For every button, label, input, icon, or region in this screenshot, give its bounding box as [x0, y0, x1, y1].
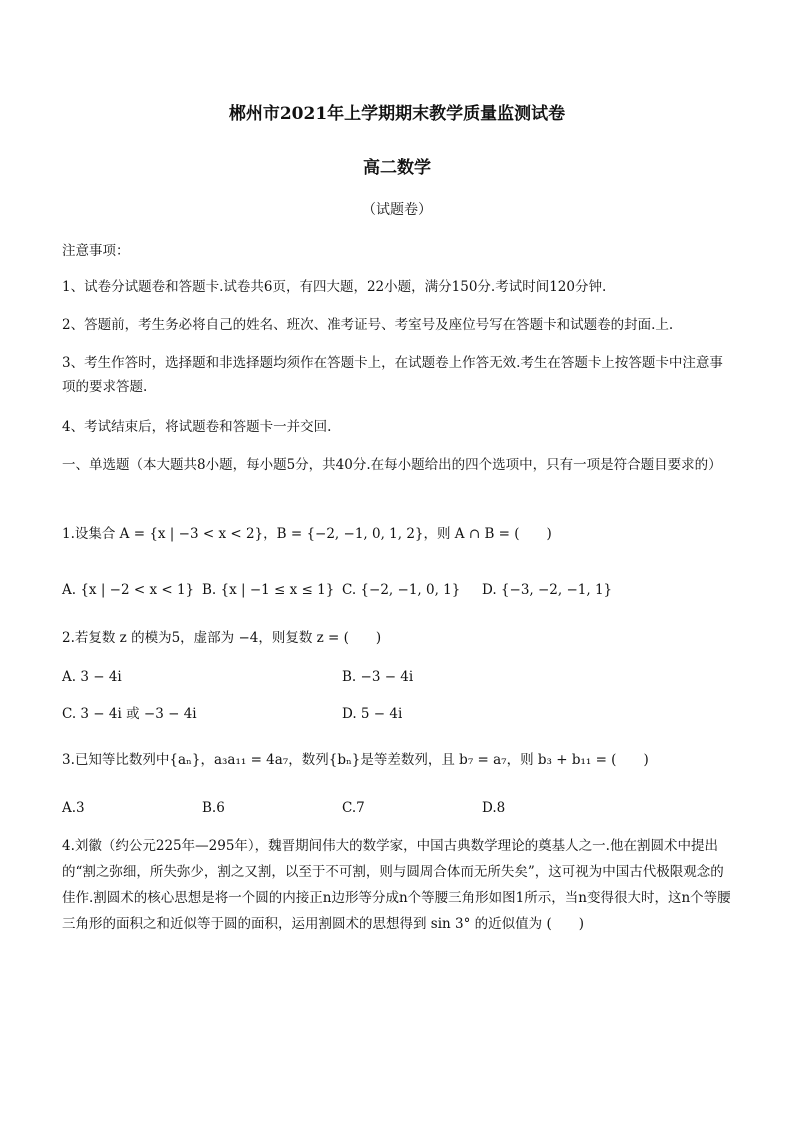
question-1-option-b: B. {x | −1 ≤ x ≤ 1}	[202, 582, 335, 598]
question-1-option-c: C. {−2, −1, 0, 1}	[342, 582, 461, 598]
question-3-option-b: B.6	[202, 800, 225, 816]
note-item-2: 2、答题前，考生务必将自己的姓名、班次、准考证号、考室号及座位号写在答题卡和试题卷的封面.上.	[62, 317, 674, 333]
question-3-stem: 3.已知等比数列中{aₙ}，a₃a₁₁ = 4a₇，数列{bₙ}是等差数列，且 b₇ = a₇，则 b₃ + b₁₁ = ( )	[62, 752, 649, 768]
question-2-option-a: A. 3 − 4i	[62, 669, 122, 685]
question-2-stem: 2.若复数 z 的模为5，虚部为 −4，则复数 z = ( )	[62, 630, 382, 646]
notes-heading: 注意事项：	[62, 243, 130, 259]
question-4-stem: 4.刘徽（约公元225年—295年），魏晋期间伟大的数学家，中国古典数学理论的奠基人之一.他在割圆术中提出的“割之弥细，所失弥少，割之又割，以至于不可割，则与圆周合体而无所失矣”，这可视为中国古代极限观念的佳作.割圆术的核心思想是将一个圆的内接正n边形等分成n个等腰三角形如图1所示，当n变得很大时，这n个等腰三角形的面积之和近似等于圆的面积，运用割圆术的思想得到 sin 3° 的近似值为 ( )	[62, 838, 731, 932]
section-heading: 一、单选题（本大题共8小题，每小题5分，共40分.在每小题给出的四个选项中，只有一项是符合题目要求的）	[62, 457, 722, 473]
question-2-option-b: B. −3 − 4i	[342, 669, 414, 685]
question-1-option-d: D. {−3, −2, −1, 1}	[482, 582, 613, 598]
note-item-1: 1、试卷分试题卷和答题卡.试卷共6页，有四大题，22小题，满分150分.考试时间120分钟.	[62, 279, 607, 295]
paper-type: （试题卷）	[362, 202, 432, 218]
question-3-option-c: C.7	[342, 800, 365, 816]
question-2-option-c: C. 3 − 4i 或 −3 − 4i	[62, 706, 197, 722]
subject-title: 高二数学	[363, 158, 431, 178]
question-3-option-d: D.8	[482, 800, 506, 816]
question-1-option-a: A. {x | −2 < x < 1}	[62, 582, 195, 598]
exam-title: 郴州市2021年上学期期末教学质量监测试卷	[228, 104, 566, 124]
question-1-stem: 1.设集合 A = {x | −3 < x < 2}，B = {−2, −1, 0, 1, 2}，则 A ∩ B = ( )	[62, 526, 552, 542]
question-2-option-d: D. 5 − 4i	[342, 706, 403, 722]
question-3-option-a: A.3	[62, 800, 85, 816]
note-item-4: 4、考试结束后，将试题卷和答题卡一并交回.	[62, 419, 332, 435]
note-item-3: 3、考生作答时，选择题和非选择题均须作在答题卡上，在试题卷上作答无效.考生在答题卡上按答题卡中注意事项的要求答题.	[62, 355, 723, 395]
